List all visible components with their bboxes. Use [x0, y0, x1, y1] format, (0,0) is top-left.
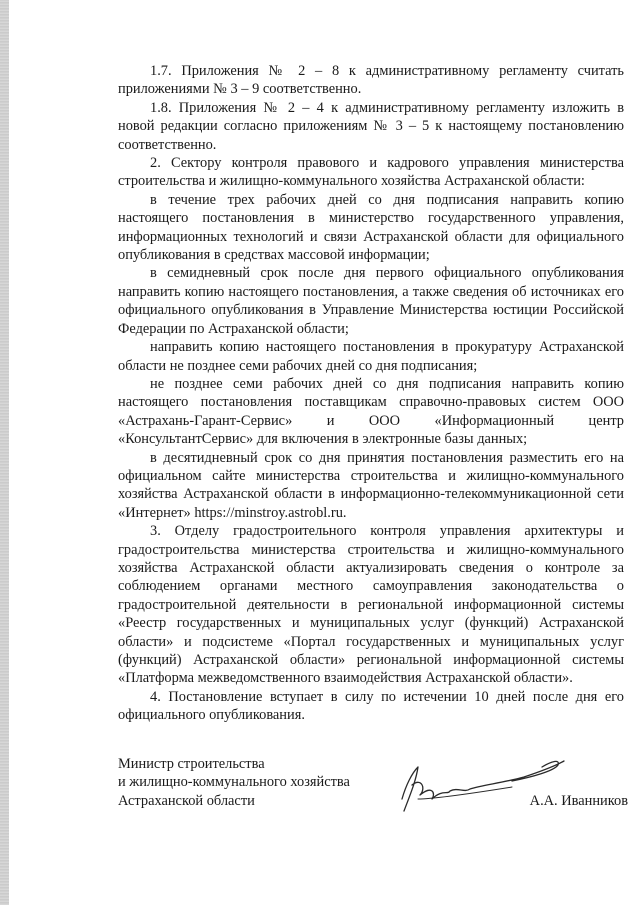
paragraph-2: 2. Сектору контроля правового и кадрового управления министерства строительства и жилищно-коммунального хозяйства Астраханской области:	[118, 155, 624, 190]
signatory-title: Министр строительства и жилищно-коммунального хозяйства Астраханской области	[118, 756, 350, 809]
paragraph-3: 3. Отделу градостроительного контроля управления архитектуры и градостроительства министерства строительства и жилищно-коммунального хозяйства Астраханской области актуализировать сведения о контроле за соблюдением органами местного самоуправления законодательства о градостроительной деятельности в региональной информационной системы «Реестр государственных и муниципальных услуг (функций) Астраханской области» и подсистеме «Портал государственных и муниципальных услуг (функций) Астраханской области» региональной информационной системы «Платформа межведомственного взаимодействия Астраханской области».	[118, 523, 624, 687]
paragraph-2-item-2: в семидневный срок после дня первого официального опубликования направить копию настоящего постановления, а также сведения об источниках его официального опубликования в Управление Министерства юстиции Российской Федерации по Астраханской области;	[118, 265, 624, 337]
paragraph-1-8: 1.8. Приложения № 2 – 4 к административному регламенту изложить в новой редакции согласно приложениям № 3 – 5 к настоящему постановлению соответственно.	[118, 99, 624, 153]
signature-block	[118, 755, 628, 825]
scan-edge	[0, 0, 9, 905]
paragraph-2-item-4: не позднее семи рабочих дней со дня подписания направить копию настоящего постановления поставщикам справочно-правовых систем ООО «Астрахань-Гарант-Сервис» и ООО «Информационный центр «КонсультантСервис» для включения в электронные базы данных;	[118, 375, 624, 448]
signatory-name: А.А. Иванников	[529, 793, 628, 809]
paragraph-4: 4. Постановление вступает в силу по истечении 10 дней после дня его официального опубликования.	[118, 688, 624, 724]
paragraph-2-item-1: в течение трех рабочих дней со дня подписания направить копию настоящего постановления в министерство государственного управления, информационных технологий и связи Астраханской области для официального опубликования в средствах массовой информации;	[118, 191, 624, 264]
paragraph-2-item-3: направить копию настоящего постановления в прокуратуру Астраханской области не позднее семи рабочих дней со дня подписания;	[118, 339, 624, 374]
paragraph-2-item-5: в десятидневный срок со дня принятия постановления разместить его на официальном сайте министерства строительства и жилищно-коммунального хозяйства Астраханской области в информационно-телекоммуникационной сети «Интернет» https://minstroy.astrobl.ru.	[118, 449, 624, 521]
paragraph-1-7: 1.7. Приложения № 2 – 8 к административному регламенту считать приложениями № 3 – 9 соответственно.	[118, 63, 624, 98]
document-body	[118, 62, 624, 725]
